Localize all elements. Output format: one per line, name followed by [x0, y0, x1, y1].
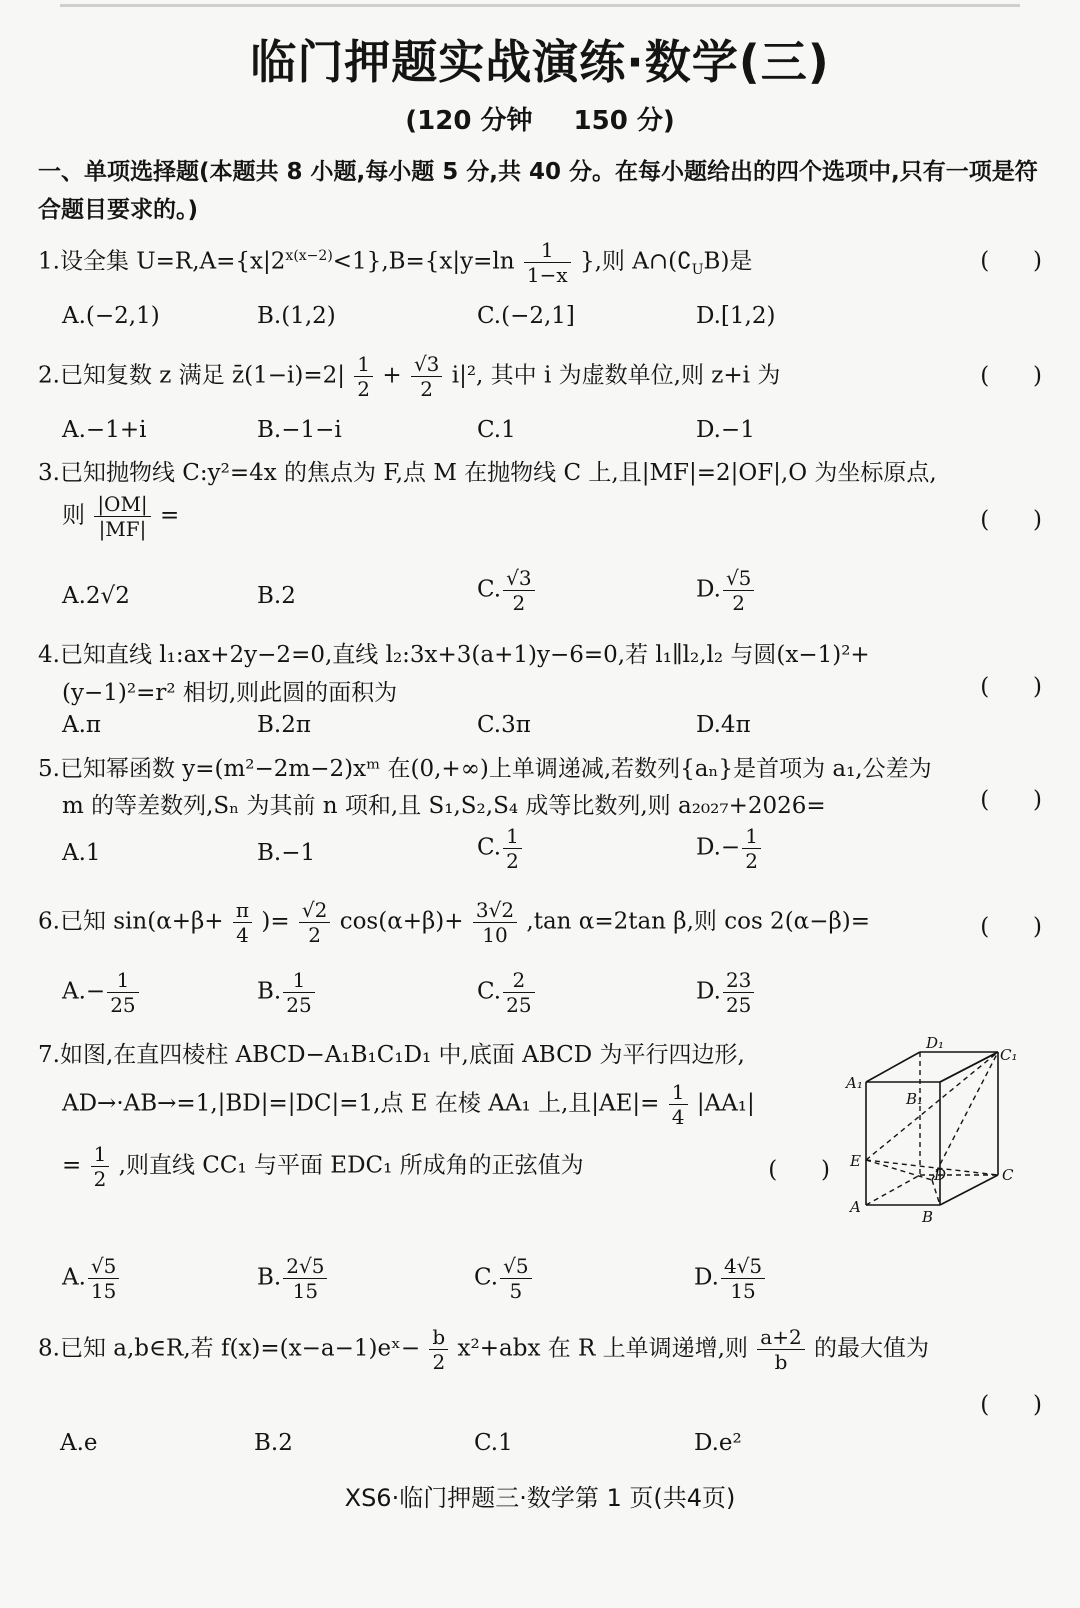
question-7-line-2: AD→·AB→=1,|BD|=|DC|=1,点 E 在棱 AA₁ 上,且|AE|= $\frac{1}{4}$ |AA₁| — [62, 1080, 755, 1129]
q4-option-b: B.2π — [257, 712, 311, 738]
exam-score: 150 分) — [573, 106, 675, 136]
top-rule — [60, 4, 1020, 7]
q1-option-b: B.(1,2) — [257, 303, 336, 329]
question-5-line-2: m 的等差数列,Sₙ 为其前 n 项和,且 S₁,S₂,S₄ 成等比数列,则 a₂₀₂₇+2026= — [62, 793, 826, 819]
question-4-line-2: (y−1)²=r² 相切,则此圆的面积为 — [62, 680, 398, 706]
q7-option-b: B. $\frac{2√5}{15}$ — [257, 1254, 329, 1303]
label-b1: B₁ — [906, 1090, 924, 1108]
question-5-line-1: 5.已知幂函数 y=(m²−2m−2)xᵐ 在(0,+∞)上单调递减,若数列{aₙ}是首项为 a₁,公差为 — [38, 756, 932, 782]
label-d: D — [934, 1166, 947, 1184]
question-7-line-3: = $\frac{1}{2}$ ,则直线 CC₁ 与平面 EDC₁ 所成角的正弦值为 — [62, 1142, 584, 1191]
label-d1: D₁ — [926, 1034, 945, 1052]
label-a1: A₁ — [846, 1074, 863, 1092]
answer-blank-2: ( ) — [980, 363, 1042, 389]
q7-option-d: D. $\frac{4√5}{15}$ — [694, 1254, 767, 1303]
page-title: 临门押题实战演练·数学(三) — [250, 35, 830, 89]
q3-option-d: D. $\frac{√5}{2}$ — [696, 566, 756, 615]
question-4-line-1: 4.已知直线 l₁:ax+2y−2=0,直线 l₂:3x+3(a+1)y−6=0,若 l₁∥l₂,l₂ 与圆(x−1)²+ — [38, 642, 870, 668]
q3-option-c: C. $\frac{√3}{2}$ — [477, 566, 537, 615]
exam-meta — [0, 100, 1080, 137]
q8-option-d: D.e² — [694, 1430, 742, 1456]
q2-option-b: B.−1−i — [257, 417, 342, 443]
answer-blank-1: ( ) — [980, 248, 1042, 274]
q6-option-a: A.− $\frac{1}{25}$ — [62, 968, 141, 1017]
q8-option-c: C.1 — [474, 1430, 513, 1456]
answer-blank-3: ( ) — [980, 507, 1042, 533]
q3-option-b: B.2 — [257, 583, 296, 609]
q6-option-b: B. $\frac{1}{25}$ — [257, 968, 317, 1017]
q5-option-a: A.1 — [62, 840, 101, 866]
q4-option-d: D.4π — [696, 712, 751, 738]
answer-blank-4: ( ) — [980, 674, 1042, 700]
label-e: E — [850, 1152, 861, 1170]
q7-option-a: A. $\frac{√5}{15}$ — [62, 1254, 121, 1303]
question-3-line-1: 3.已知抛物线 C:y²=4x 的焦点为 F,点 M 在抛物线 C 上,且|MF|=2|OF|,O 为坐标原点, — [38, 460, 937, 486]
exam-time: (120 分钟 — [405, 106, 533, 136]
label-c1: C₁ — [1000, 1046, 1018, 1064]
q2-option-a: A.−1+i — [62, 417, 147, 443]
q5-option-b: B.−1 — [257, 840, 316, 866]
q5-option-d: D.− $\frac{1}{2}$ — [696, 824, 763, 873]
q1-option-d: D.[1,2) — [696, 303, 776, 329]
q1-option-c: C.(−2,1] — [477, 303, 575, 329]
q1-option-a: A.(−2,1) — [62, 303, 160, 329]
prism-figure — [840, 1030, 1030, 1230]
label-c: C — [1002, 1166, 1014, 1184]
section-heading: 一、单项选择题(本题共 8 小题,每小题 5 分,共 40 分。在每小题给出的四个选项中,只有一项是符合题目要求的。) — [38, 159, 1038, 223]
label-b: B — [922, 1208, 934, 1226]
q2-option-d: D.−1 — [696, 417, 755, 443]
answer-blank-8: ( ) — [980, 1392, 1042, 1418]
q8-option-b: B.2 — [254, 1430, 293, 1456]
question-1: 1.设全集 $U=R,A=\{x|2^{x(x-2)}<1\},B=\{x|y=\ln$ $\frac{1}{1-x}$ },则 $A\cap(∁_UB)$是 — [38, 238, 753, 287]
question-3-line-2: 则 $\frac{|OM|}{|MF|}$ = — [62, 492, 180, 541]
page-footer: XS6·临门押题三·数学第 1 页(共4页) — [344, 1484, 736, 1512]
question-2: 2.已知复数 z 满足 z̄(1−i)=2| $\frac{1}{2}$ + $\frac{√3}{2}$ i|², 其中 i 为虚数单位,则 z+i 为 — [38, 352, 781, 401]
q3-option-a: A.2√2 — [62, 583, 130, 609]
q4-option-c: C.3π — [477, 712, 531, 738]
answer-blank-6: ( ) — [980, 914, 1042, 940]
answer-blank-7: ( ) — [768, 1157, 830, 1183]
q6-option-c: C. $\frac{2}{25}$ — [477, 968, 537, 1017]
q4-option-a: A.π — [62, 712, 102, 738]
q7-option-c: C. $\frac{√5}{5}$ — [474, 1254, 534, 1303]
q5-option-c: C. $\frac{1}{2}$ — [477, 824, 524, 873]
label-a: A — [850, 1198, 861, 1216]
q2-option-c: C.1 — [477, 417, 516, 443]
question-7-line-1: 7.如图,在直四棱柱 ABCD−A₁B₁C₁D₁ 中,底面 ABCD 为平行四边形, — [38, 1042, 745, 1068]
question-6: 6.已知 sin(α+β+ $\frac{\pi}{4}$ )= $\frac{√2}{2}$ cos(α+β)+ $\frac{3√2}{10}$ ,tan α=2tan β,则 cos 2(α−β)= — [38, 898, 871, 947]
q8-option-a: A.e — [60, 1430, 98, 1456]
question-8: 8.已知 a,b∈R,若 f(x)=(x−a−1)eˣ− $\frac{b}{2}$ x²+abx 在 R 上单调递增,则 $\frac{a+2}{b}$ 的最大值为 — [38, 1325, 930, 1374]
answer-blank-5: ( ) — [980, 787, 1042, 813]
q6-option-d: D. $\frac{23}{25}$ — [696, 968, 756, 1017]
